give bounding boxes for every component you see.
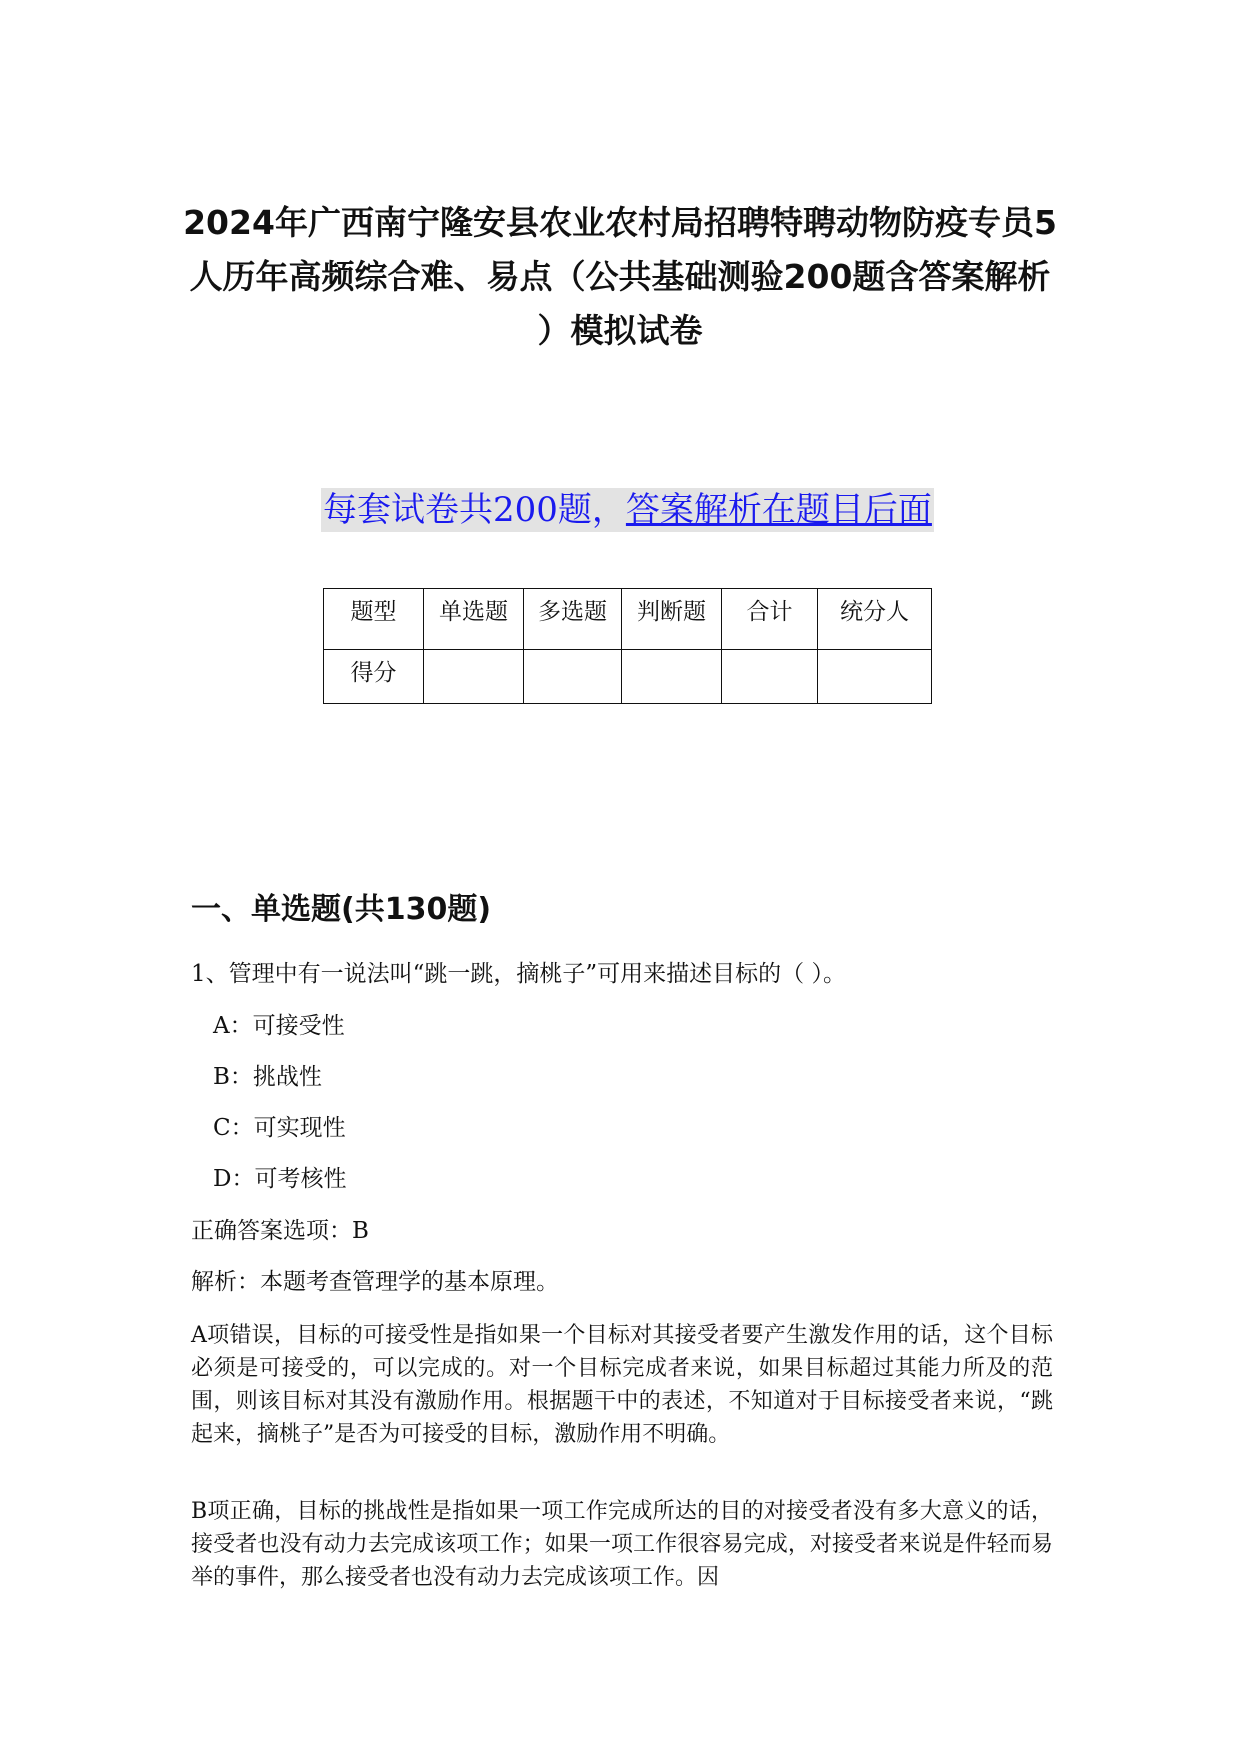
analysis-option-a: A项错误，目标的可接受性是指如果一个目标对其接受者要产生激发作用的话，这个目标必须是可接受的，可以完成的。对一个目标完成者来说，如果目标超过其能力所及的范围，则该目标对其没有激励作用。根据题干中的表述，不知道对于目标接受者来说，“跳起来，摘桃子”是否为可接受的目标，激励作用不明确。 bbox=[191, 1323, 1053, 1447]
score-cell-single[interactable] bbox=[424, 650, 524, 704]
table-header-cell: 多选题 bbox=[524, 589, 622, 650]
table-header-cell: 单选题 bbox=[424, 589, 524, 650]
analysis-intro: 解析：本题考查管理学的基本原理。 bbox=[191, 1269, 559, 1295]
question-stem: 1、管理中有一说法叫“跳一跳，摘桃子”可用来描述目标的（ ）。 bbox=[191, 961, 846, 987]
score-cell-multiple[interactable] bbox=[524, 650, 622, 704]
option-c: C：可实现性 bbox=[213, 1115, 346, 1141]
score-cell-grader[interactable] bbox=[818, 650, 932, 704]
notice-banner bbox=[321, 488, 934, 532]
score-table bbox=[323, 588, 932, 704]
score-table-header-row bbox=[324, 589, 932, 650]
table-header-cell: 合计 bbox=[722, 589, 818, 650]
section-heading: 一、单选题(共130题) bbox=[191, 892, 492, 927]
title-line-2: 人历年高频综合难、易点（公共基础测验200题含答案解析 bbox=[189, 257, 1051, 296]
document-title bbox=[180, 196, 1060, 358]
table-header-cell: 判断题 bbox=[622, 589, 722, 650]
option-d: D：可考核性 bbox=[213, 1166, 347, 1192]
table-header-cell: 题型 bbox=[324, 589, 424, 650]
option-a: A：可接受性 bbox=[213, 1013, 345, 1039]
analysis-option-b: B项正确，目标的挑战性是指如果一项工作完成所达的目的对接受者没有多大意义的话，接受者也没有动力去完成该项工作；如果一项工作很容易完成，对接受者来说是件轻而易举的事件，那么接受者也没有动力去完成该项工作。因 bbox=[191, 1499, 1053, 1590]
table-header-cell: 统分人 bbox=[818, 589, 932, 650]
option-b: B：挑战性 bbox=[213, 1064, 322, 1090]
title-line-1: 2024年广西南宁隆安县农业农村局招聘特聘动物防疫专员5 bbox=[183, 203, 1057, 242]
correct-answer: 正确答案选项：B bbox=[191, 1218, 369, 1244]
notice-text: 每套试卷共200题， bbox=[323, 490, 626, 530]
score-cell-judgment[interactable] bbox=[622, 650, 722, 704]
table-row-label: 得分 bbox=[324, 650, 424, 704]
score-table-score-row bbox=[324, 650, 932, 704]
notice-link[interactable]: 答案解析在题目后面 bbox=[625, 490, 932, 530]
title-line-3: ）模拟试卷 bbox=[537, 311, 703, 350]
score-cell-total[interactable] bbox=[722, 650, 818, 704]
